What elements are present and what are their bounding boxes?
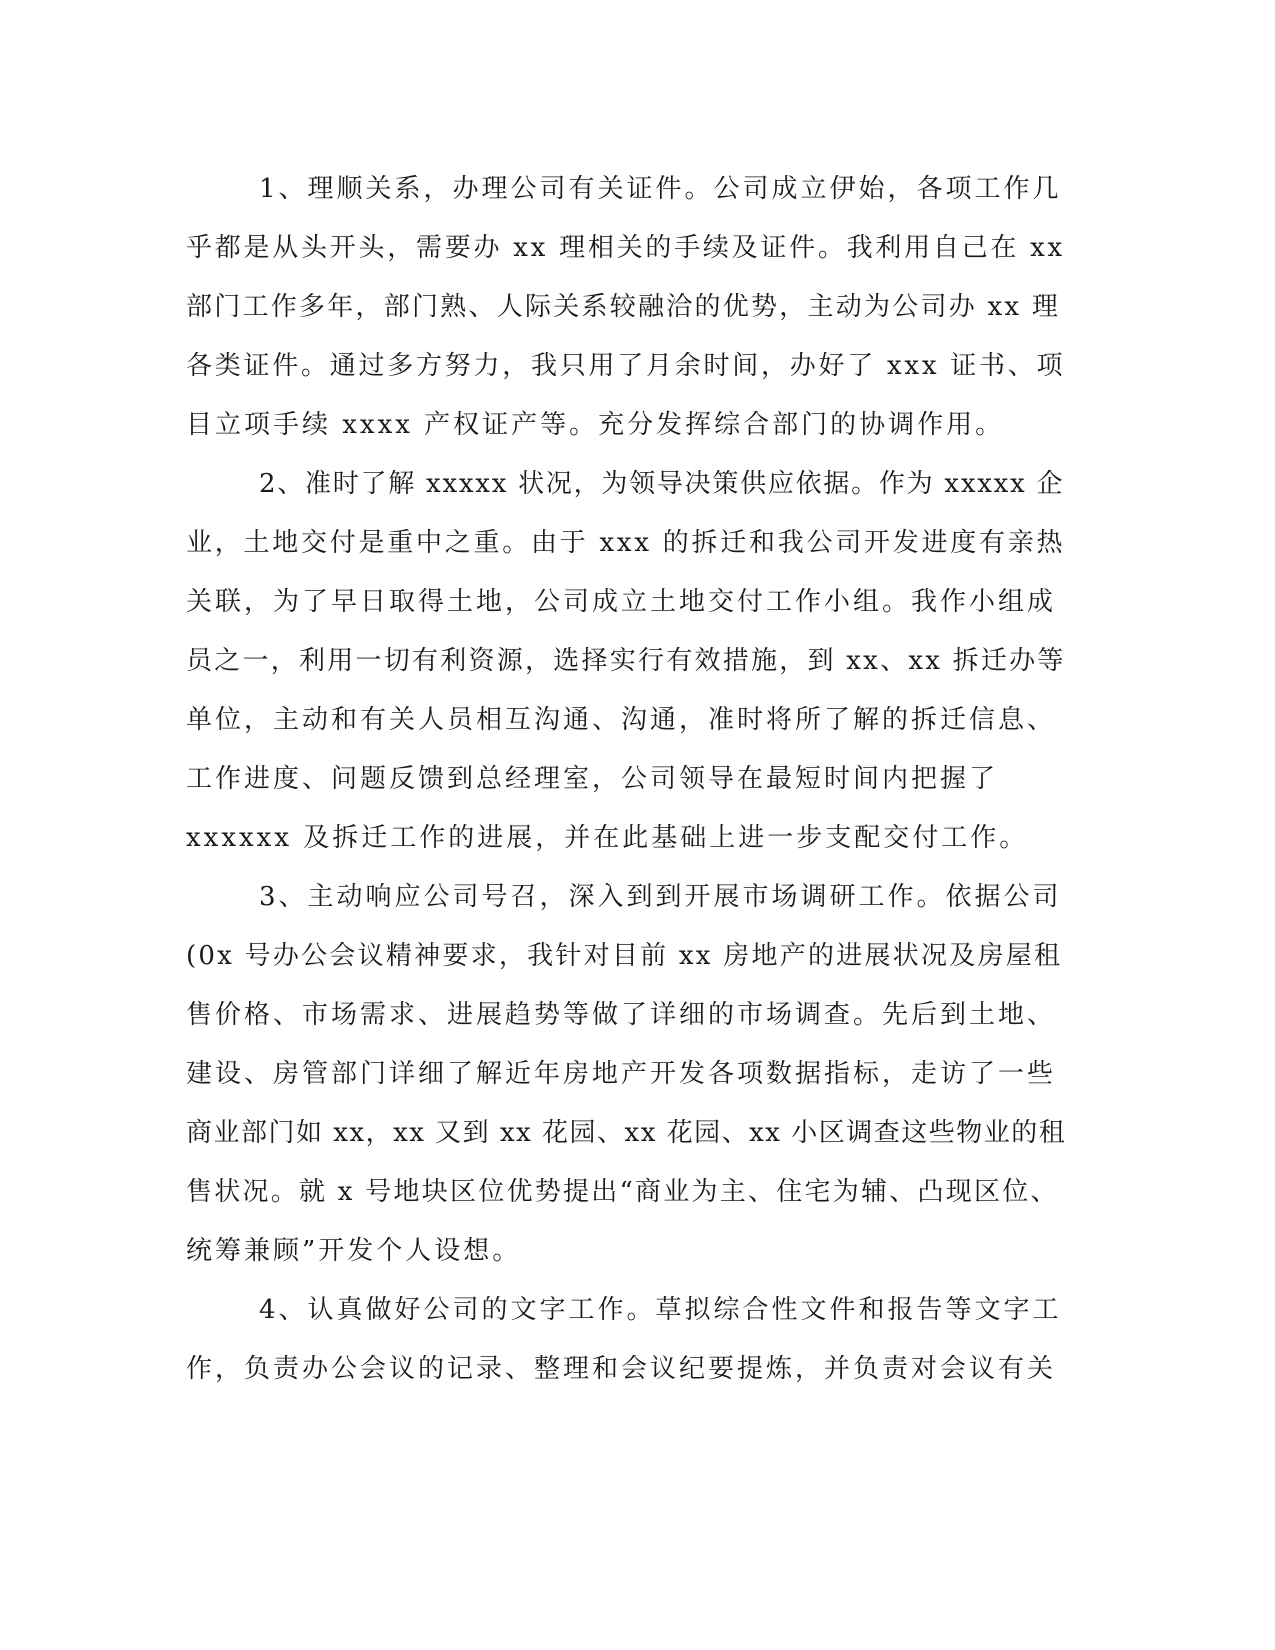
text-line: 部门工作多年，部门熟、人际关系较融洽的优势，主动为公司办 xx 理 xyxy=(186,292,1061,322)
text-line: 2、准时了解 xxxxx 状况，为领导决策供应依据。作为 xxxxx 企 xyxy=(259,469,1065,499)
text-line: 统筹兼顾”开发个人设想。 xyxy=(186,1236,522,1266)
text-line: 业，土地交付是重中之重。由于 xxx 的拆迁和我公司开发进度有亲热 xyxy=(186,528,1066,558)
text-line: 关联，为了早日取得土地，公司成立土地交付工作小组。我作小组成 xyxy=(186,587,1057,617)
paragraph-3 xyxy=(186,868,1066,1281)
paragraph-1 xyxy=(186,160,1066,455)
paragraph-2 xyxy=(186,455,1066,868)
text-line: (0x 号办公会议精神要求，我针对目前 xx 房地产的进展状况及房屋租 xyxy=(186,941,1063,971)
text-line: 乎都是从头开头，需要办 xx 理相关的手续及证件。我利用自己在 xx xyxy=(186,233,1065,263)
text-line: 售状况。就 x 号地块区位优势提出“商业为主、住宅为辅、凸现区位、 xyxy=(186,1177,1059,1207)
text-line: 建设、房管部门详细了解近年房地产开发各项数据指标，走访了一些 xyxy=(186,1059,1057,1089)
text-line: 员之一，利用一切有利资源，选择实行有效措施，到 xx、xx 拆迁办等 xyxy=(186,646,1066,676)
text-line: 各类证件。通过多方努力，我只用了月余时间，办好了 xxx 证书、项 xyxy=(186,351,1066,381)
text-line: 1、理顺关系，办理公司有关证件。公司成立伊始，各项工作几 xyxy=(259,174,1062,204)
document-body xyxy=(186,160,1066,1399)
text-line: 售价格、市场需求、进展趋势等做了详细的市场调查。先后到土地、 xyxy=(186,1000,1057,1030)
text-line: 4、认真做好公司的文字工作。草拟综合性文件和报告等文字工 xyxy=(259,1295,1062,1325)
text-line: 目立项手续 xxxx 产权证产等。充分发挥综合部门的协调作用。 xyxy=(186,410,1005,440)
paragraph-4 xyxy=(186,1281,1066,1399)
text-line: 3、主动响应公司号召，深入到到开展市场调研工作。依据公司 xyxy=(259,882,1062,912)
text-line: 作，负责办公会议的记录、整理和会议纪要提炼，并负责对会议有关 xyxy=(186,1354,1057,1384)
text-line: 工作进度、问题反馈到总经理室，公司领导在最短时间内把握了 xyxy=(186,764,999,794)
text-line: 商业部门如 xx，xx 又到 xx 花园、xx 花园、xx 小区调查这些物业的租 xyxy=(186,1118,1067,1148)
text-line: xxxxxx 及拆迁工作的进展，并在此基础上进一步支配交付工作。 xyxy=(186,823,1029,853)
text-line: 单位，主动和有关人员相互沟通、沟通，准时将所了解的拆迁信息、 xyxy=(186,705,1057,735)
